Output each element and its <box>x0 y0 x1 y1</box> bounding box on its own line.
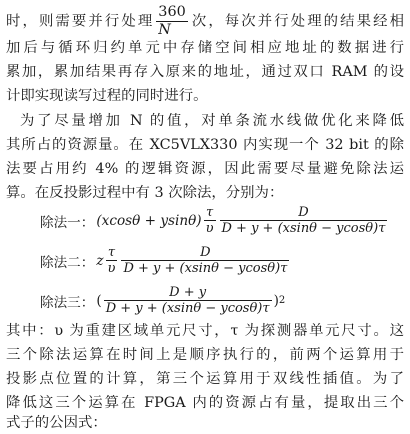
paragraph-2-line-1: 为了尽量增加 N 的值，对单条流水线做优化来降低 <box>20 113 404 129</box>
open-paren: ( <box>96 292 102 309</box>
fraction-denominator: υ <box>107 261 116 276</box>
text-run: 时，则需要并行处理 <box>6 13 155 30</box>
paragraph-3-line-4: 降低这三个运算在 FPGA 内的资源占有量，提取出三个 <box>6 395 404 411</box>
text-run: 次，每次并行处理的结果经相 <box>189 13 404 30</box>
paragraph-1-line-4: 计即实现读写过程的同时进行。 <box>6 88 208 104</box>
paragraph-3-line-1: 其中：υ 为重建区域单元尺寸，τ 为探测器单元尺寸。这 <box>6 323 404 339</box>
fraction-denominator: D + y + (xsinθ − ycosθ)τ <box>123 261 288 276</box>
formula-division-2 <box>40 245 291 276</box>
main-fraction <box>104 285 272 316</box>
paragraph-3-line-3: 投影点位置的计算，第三个运算用于双线性插值。为了 <box>6 371 404 387</box>
fraction-denominator: N <box>158 22 171 38</box>
formula-label: 除法二： <box>40 254 95 271</box>
fraction-denominator: D + y + (xsinθ − ycosθ)τ <box>105 301 270 316</box>
close-paren: ) <box>273 292 279 309</box>
fraction-denominator: D + y + (xsinθ − ycosθ)τ <box>221 221 386 236</box>
formula-label: 除法三： <box>40 294 95 311</box>
tau-over-upsilon <box>204 205 216 236</box>
fraction-numerator: D <box>121 245 289 261</box>
paragraph-1-line-2: 加后与循环归约单元中存储空间相应地址的数据进行 <box>6 40 404 56</box>
fraction-numerator: D <box>220 205 388 221</box>
fraction-numerator: τ <box>106 245 118 261</box>
tau-over-upsilon <box>106 245 118 276</box>
paragraph-1-line-1 <box>6 4 404 39</box>
main-fraction <box>220 205 388 236</box>
formula-lead: (xcosθ + ysinθ) <box>96 212 202 229</box>
fraction-denominator: υ <box>205 221 214 236</box>
formula-division-1 <box>40 205 389 236</box>
paragraph-2-line-4: 算。在反投影过程中有 3 次除法，分别为： <box>6 185 284 201</box>
main-fraction <box>121 245 289 276</box>
formula-lead: z <box>96 252 104 269</box>
fraction-numerator: 360 <box>158 4 186 20</box>
fraction-numerator: D + y <box>104 285 272 301</box>
exponent: 2 <box>278 295 286 306</box>
paragraph-3-line-5: 式子的公因式： <box>6 415 107 431</box>
paragraph-2-line-3: 法要占用约 4% 的逻辑资源，因此需要尽量避免除法运 <box>6 161 404 177</box>
fraction-360-over-n <box>156 4 187 39</box>
formula-label: 除法一： <box>40 214 95 231</box>
paragraph-3-line-2: 三个除法运算在时间上是顺序执行的，前两个运算用于 <box>6 347 404 363</box>
paragraph-2-line-2: 其所占的资源量。在 XC5VLX330 内实现一个 32 bit 的除 <box>6 137 404 153</box>
paragraph-1-line-3: 累加，累加结果再存入原来的地址，通过双口 RAM 的设 <box>6 64 404 80</box>
fraction-numerator: τ <box>204 205 216 221</box>
formula-division-3 <box>40 285 285 316</box>
